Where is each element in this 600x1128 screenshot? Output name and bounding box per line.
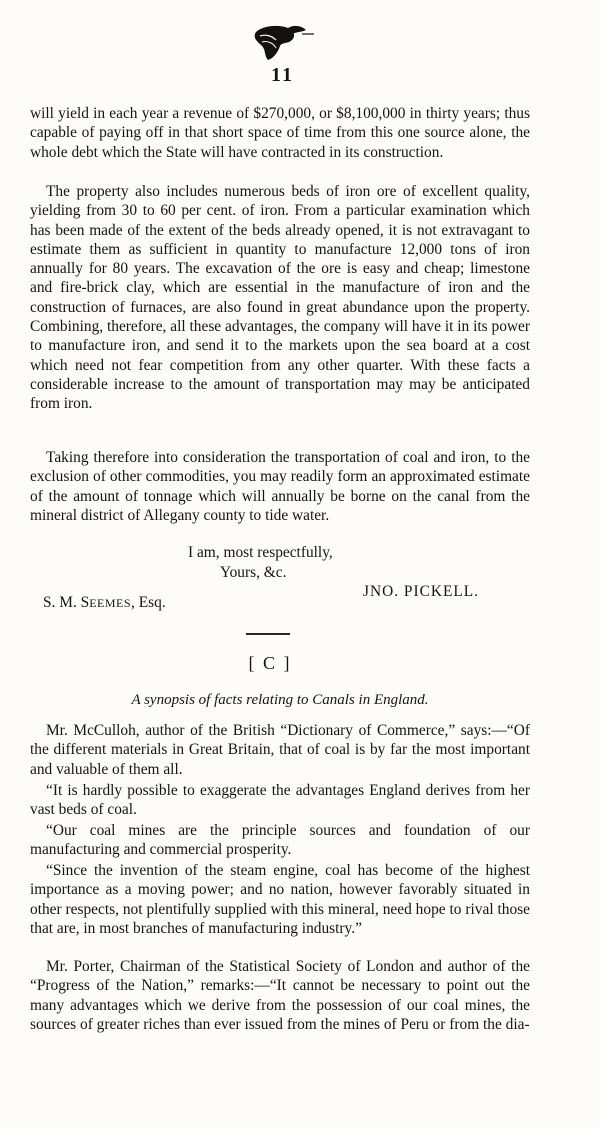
section-paragraph-4 [30, 861, 530, 938]
letter-signature: JNO. PICKELL. [363, 583, 480, 600]
addressee-initials: S. M. S [43, 594, 90, 611]
section-paragraph-1 [30, 721, 530, 779]
addressee-suffix: , Esq. [131, 594, 166, 611]
page-number: 11 [271, 64, 294, 86]
paragraph-text: Mr. Porter, Chairman of the Statistical Society of London and author of the “Progress of the Nation,” remarks:—“It cannot be necessary to point out the many advantages which we derive from the possession of our coal mines, the sources of greater riches than ever issued from the mines of Peru or from the dia- [30, 958, 530, 1033]
section-paragraph-3 [30, 821, 530, 860]
letter-addressee [43, 594, 166, 612]
section-title: A synopsis of facts relating to Canals in England. [131, 692, 429, 708]
section-paragraph-5 [30, 957, 530, 1034]
section-paragraph-2 [30, 781, 530, 820]
paragraph-text: “It is hardly possible to exaggerate the advantages England derives from her vast beds of coal. [30, 782, 530, 819]
paragraph-text: will yield in each year a revenue of $270,000, or $8,100,000 in thirty years; thus capable of paying off in that short space of time from this one source alone, the whole debt which the State will have contracted in its construction. [30, 105, 530, 161]
letter-paragraph-2 [30, 182, 530, 414]
paragraph-text: “Since the invention of the steam engine, coal has become of the highest importance as a moving power; and no nation, however favorably situated in other respects, not plentifully supplied with this mineral, need hope to rival those that are, in most branches of manufacturing industry.” [30, 862, 530, 937]
section-mark: [ C ] [248, 653, 292, 673]
letter-paragraph-1 [30, 104, 530, 162]
paragraph-text: Mr. McCulloh, author of the British “Dictionary of Commerce,” says:—“Of the different materials in Great Britain, that of coal is by far the most important and valuable of them all. [30, 722, 530, 778]
printers-ornament-icon [248, 22, 318, 64]
letter-closing: I am, most respectfully, [188, 544, 333, 561]
letter-valediction: Yours, &c. [220, 564, 287, 581]
addressee-surname: EEMES [89, 596, 132, 610]
paragraph-text: “Our coal mines are the principle sources and foundation of our manufacturing and commercial prosperity. [30, 822, 530, 859]
section-divider [246, 633, 290, 635]
letter-paragraph-3 [30, 448, 530, 525]
paragraph-text: The property also includes numerous beds of iron ore of excellent quality, yielding from 30 to 60 per cent. of iron. From a particular examination which has been made of the extent of the beds already opened, it is not extravagant to estimate them as sufficient in quantity to manufacture 12,000 tons of iron annually for 80 years. The excavation of the ore is easy and cheap; limestone and fire-brick clay, which are essential in the manufacture of iron and the construction of furnaces, are also found in great abundance upon the property. Combining, therefore, all these advantages, the company will have it in its power to manufacture iron, and send it to the markets upon the sea board at a cost which need not fear competition from any other quarter. With these facts a considerable increase to the amount of transportation may may be anticipated from iron. [30, 183, 530, 413]
paragraph-text: Taking therefore into consideration the transportation of coal and iron, to the exclusion of other commodities, you may readily form an approximated estimate of the amount of tonnage which will annually be borne on the canal from the mineral district of Allegany county to tide water. [30, 449, 530, 524]
